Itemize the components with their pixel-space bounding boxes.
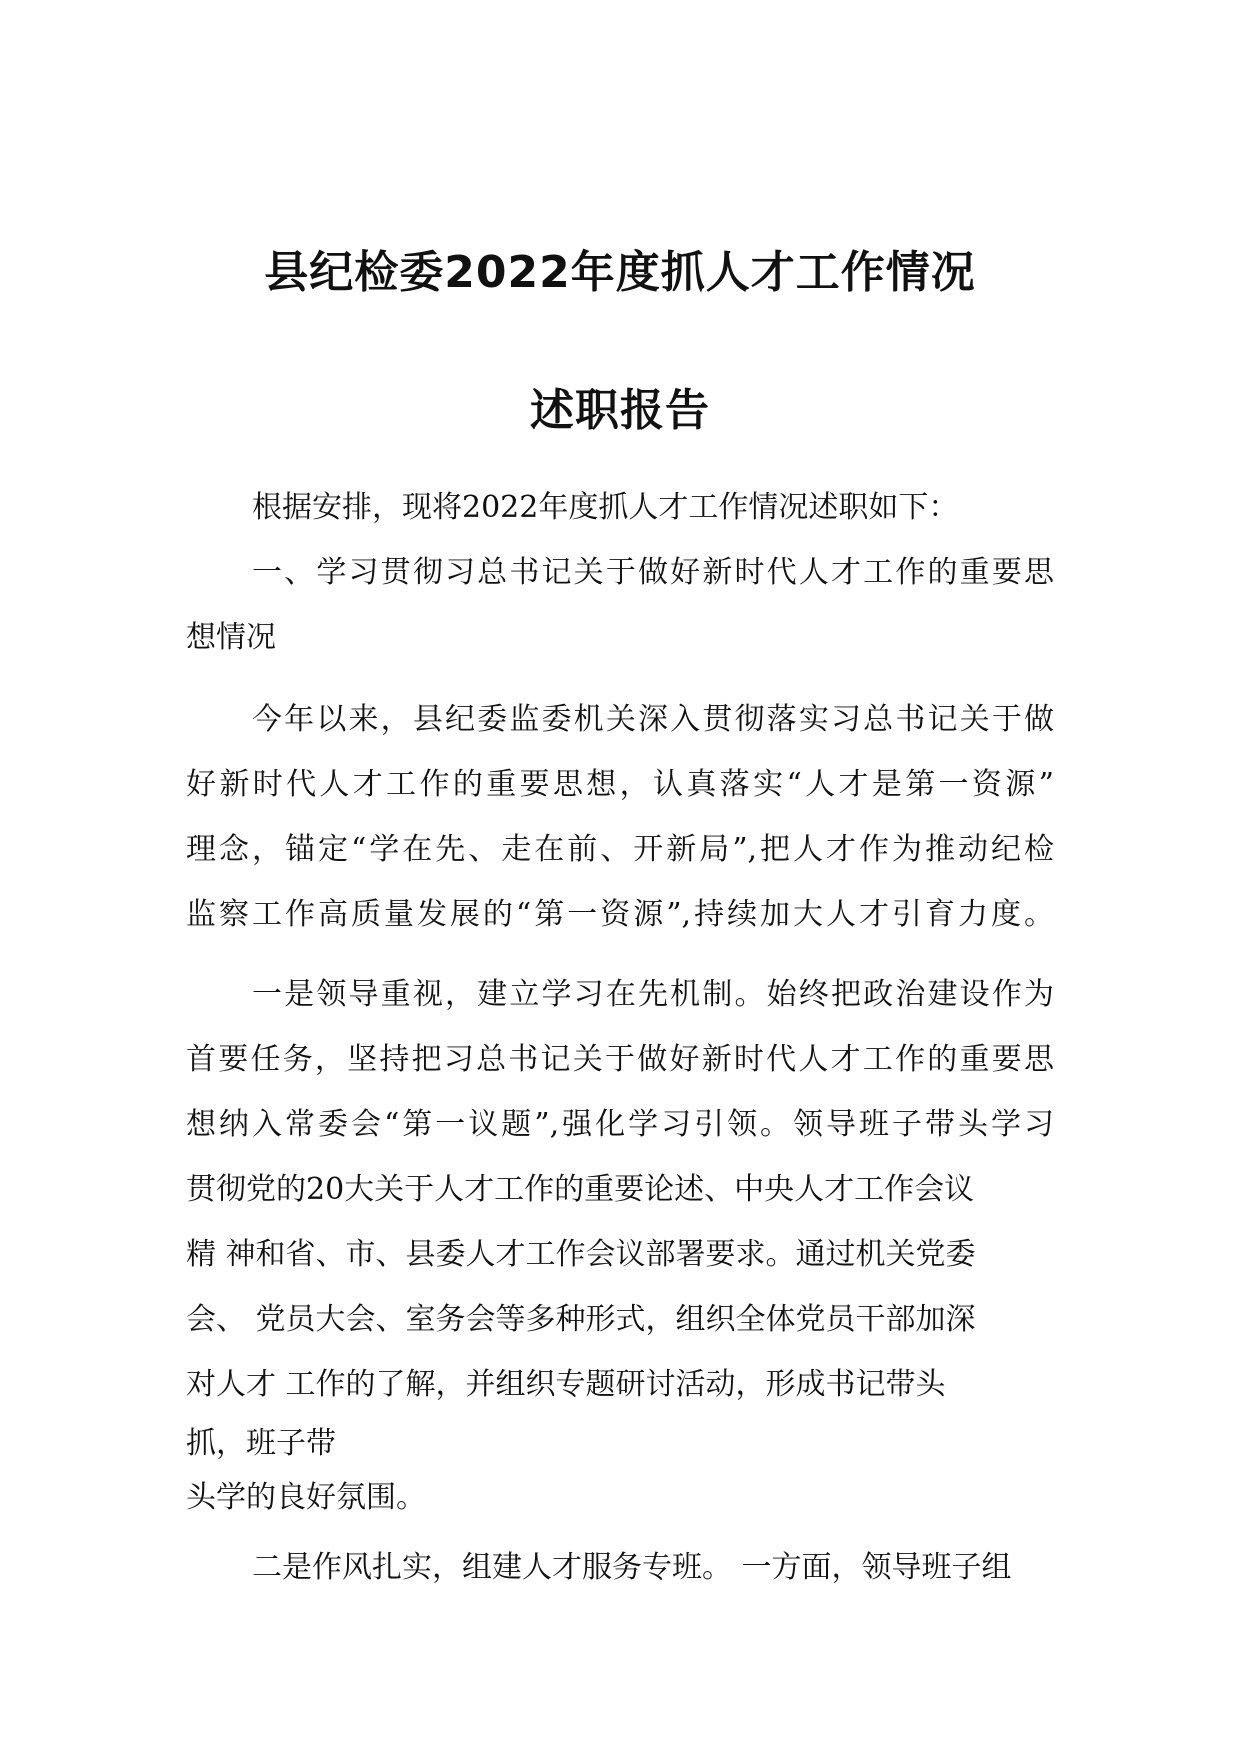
paragraph-2-line-7: 对人才 工作的了解，并组织专题研讨活动，形成书记带头 xyxy=(186,1367,946,1402)
paragraph-3-line-1: 二是作风扎实，组建人才服务专班。 一方面，领导班子组 xyxy=(252,1550,1012,1585)
paragraph-2-line-8: 抓，班子带 xyxy=(186,1426,336,1461)
paragraph-2-line-5: 精 神和省、市、县委人才工作会议部署要求。通过机关党委 xyxy=(186,1237,976,1272)
paragraph-2-line-6: 会、 党员大会、室务会等多种形式，组织全体党员干部加深 xyxy=(186,1302,976,1337)
paragraph-1-line-2: 好新时代人才工作的重要思想，认真落实“人才是第一资源” xyxy=(186,767,1054,802)
paragraph-2-line-4: 贯彻党的20大关于人才工作的重要论述、中央人才工作会议 xyxy=(186,1172,975,1207)
paragraph-1-line-3: 理念，锚定“学在先、走在前、开新局”,把人才作为推动纪检 xyxy=(186,832,1054,867)
body-line-1: 根据安排，现将2022年度抓人才工作情况述职如下： xyxy=(252,490,959,525)
document-title-line-2: 述职报告 xyxy=(530,385,710,436)
document-title-line-1: 县纪检委2022年度抓人才工作情况 xyxy=(264,247,976,298)
paragraph-2-line-3: 想纳入常委会“第一议题”,强化学习引领。领导班子带头学习 xyxy=(186,1107,1054,1142)
paragraph-1-line-1: 今年以来，县纪委监委机关深入贯彻落实习总书记关于做 xyxy=(252,702,1054,737)
paragraph-1-line-4: 监察工作高质量发展的“第一资源”,持续加大人才引育力度。 xyxy=(186,897,1054,932)
heading-section-1: 一、学习贯彻习总书记关于做好新时代人才工作的重要思 xyxy=(252,555,1054,590)
paragraph-2-line-1: 一是领导重视，建立学习在先机制。始终把政治建设作为 xyxy=(252,977,1054,1012)
heading-section-1-cont: 想情况 xyxy=(186,620,276,655)
paragraph-2-line-2: 首要任务，坚持把习总书记关于做好新时代人才工作的重要思 xyxy=(186,1042,1054,1077)
paragraph-2-line-9: 头学的良好氛围。 xyxy=(186,1480,426,1515)
